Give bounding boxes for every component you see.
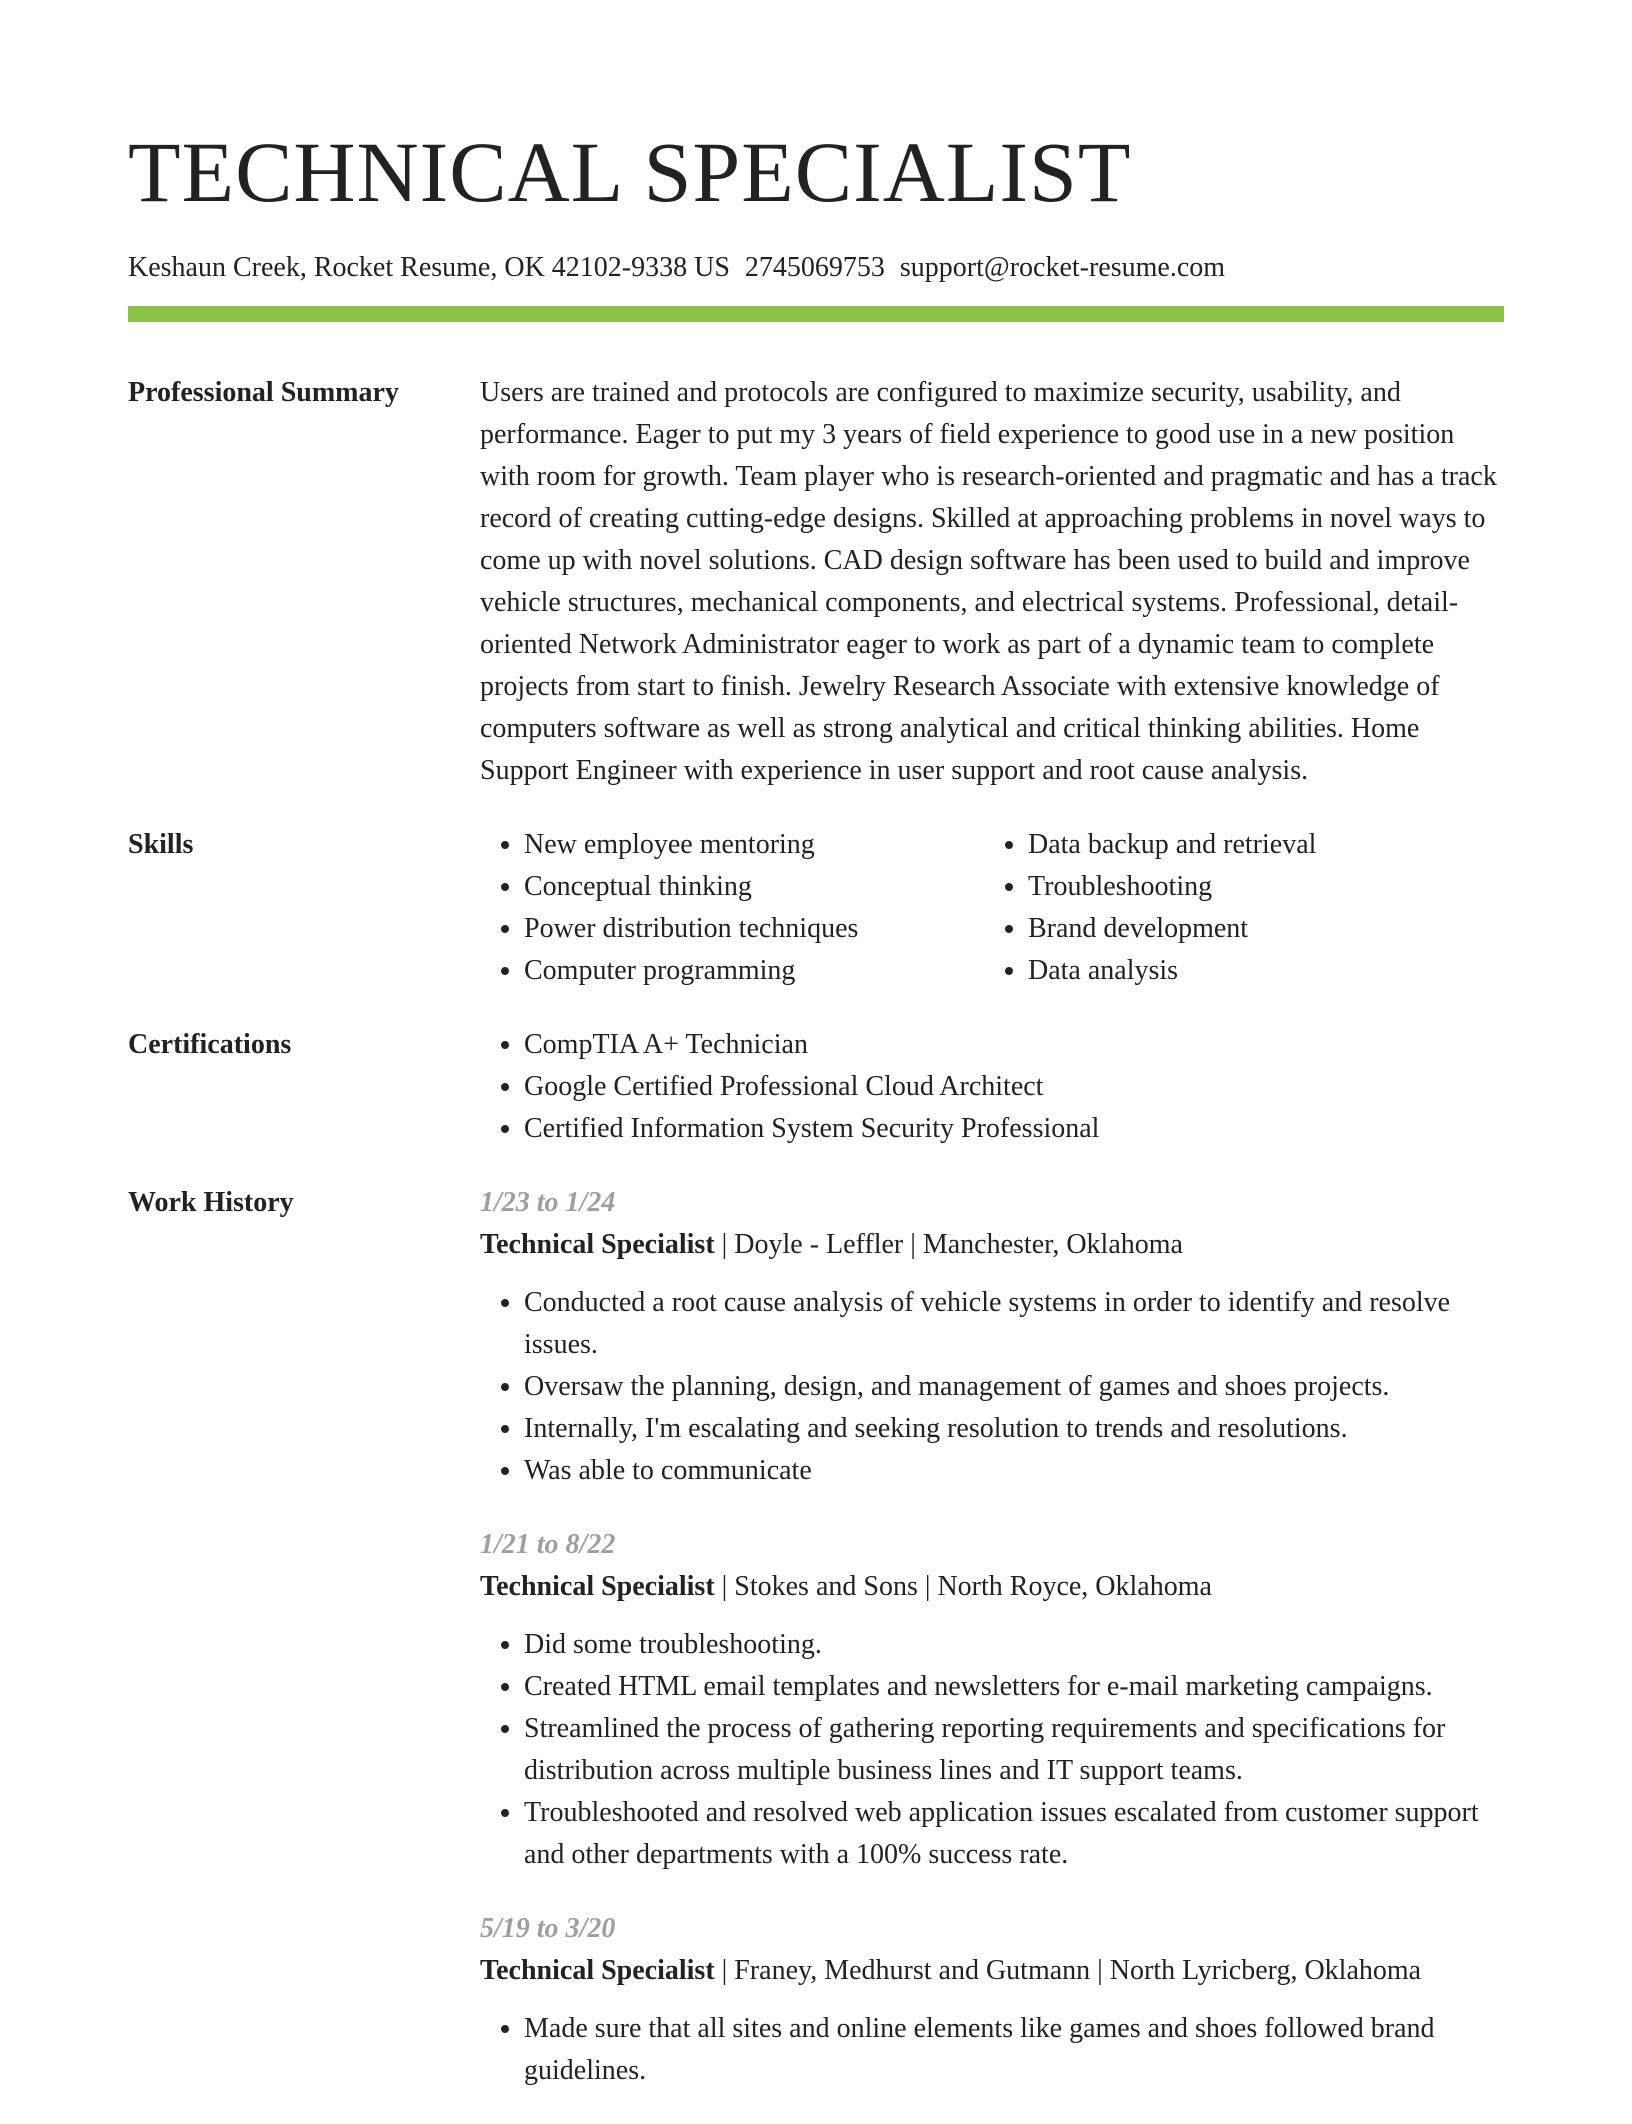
job-bullet: • Made sure that all sites and online elements like games and shoes followed brand guidelines. [524,2008,1504,2092]
summary-section [128,372,1504,792]
job-bullets [480,2008,1504,2092]
job-company: Franey, Medhurst and Gutmann [734,1955,1091,1986]
job-entry [480,1908,1504,2092]
job-location: North Lyricberg, Oklahoma [1109,1955,1422,1986]
job-bullet: • Troubleshooted and resolved web application issues escalated from customer support and other departments with a 100% success rate. [524,1792,1504,1876]
job-separator: | [721,1229,728,1260]
skill-item: • Data backup and retrieval [1028,824,1488,866]
job-dates: 5/19 to 3/20 [480,1913,616,1944]
job-company: Doyle - Leffler [734,1229,904,1260]
job-separator: | [721,1955,728,1986]
header-divider [128,306,1504,322]
job-dates: 1/23 to 1/24 [480,1187,616,1218]
job-bullet: • Internally, I'm escalating and seeking resolution to trends and resolutions. [524,1408,1504,1450]
resume-page [128,0,1504,2124]
job-heading [480,1950,1504,1992]
job-company: Stokes and Sons [734,1571,918,1602]
job-title: Technical Specialist [480,1955,715,1986]
skills-list-left [480,824,984,992]
job-location: North Royce, Oklahoma [937,1571,1212,1602]
skill-item: • Computer programming [524,950,984,992]
work-history-heading: Work History [128,1187,294,1218]
job-separator: | [721,1571,728,1602]
job-title: Technical Specialist [480,1229,715,1260]
skill-item: • Power distribution techniques [524,908,984,950]
job-title: Technical Specialist [480,1571,715,1602]
job-separator: | [910,1229,916,1260]
certification-item: • Google Certified Professional Cloud Architect [524,1066,1504,1108]
skill-item: • Brand development [1028,908,1488,950]
job-dates: 1/21 to 8/22 [480,1529,616,1560]
job-entry [480,1524,1504,1876]
job-bullets [480,1624,1504,1876]
skill-item: • New employee mentoring [524,824,984,866]
work-history-section [128,1182,1504,2124]
contact-line [128,250,1504,286]
skill-item: • Conceptual thinking [524,866,984,908]
job-bullets [480,1282,1504,1492]
job-location: Manchester, Oklahoma [922,1229,1183,1260]
job-bullet: • Oversaw the planning, design, and management of games and shoes projects. [524,1366,1504,1408]
job-bullet: • Did some troubleshooting. [524,1624,1504,1666]
job-entry [480,1182,1504,1492]
job-heading [480,1566,1504,1608]
certification-item: • CompTIA A+ Technician [524,1024,1504,1066]
resume-name: TECHNICAL SPECIALIST [128,124,1132,220]
job-bullet: • Was able to communicate [524,1450,1504,1492]
job-bullet: • Conducted a root cause analysis of vehicle systems in order to identify and resolve issues. [524,1282,1504,1366]
summary-text: Users are trained and protocols are configured to maximize security, usability, and performance. Eager to put my 3 years of field experience to good use in a new position with room for growth. Team player who is research-oriented and pragmatic and has a track record of creating cutting-edge designs. Skilled at approaching problems in novel ways to come up with novel solutions. CAD design software has been used to build and improve vehicle structures, mechanical components, and electrical systems. Professional, detail-oriented Network Administrator eager to work as part of a dynamic team to complete projects from start to finish. Jewelry Research Associate with extensive knowledge of computers software as well as strong analytical and critical thinking abilities. Home Support Engineer with experience in user support and root cause analysis. [480,377,1497,786]
certifications-list [480,1024,1504,1150]
skills-list-right [984,824,1488,992]
skill-item: • Data analysis [1028,950,1488,992]
certifications-section [128,1024,1504,1150]
job-bullet: • Streamlined the process of gathering reporting requirements and specifications for distribution across multiple business lines and IT support teams. [524,1708,1504,1792]
skills-heading: Skills [128,829,194,860]
certifications-heading: Certifications [128,1029,292,1060]
job-separator: | [924,1571,931,1602]
job-separator: | [1097,1955,1103,1986]
contact-email: support@rocket-resume.com [899,252,1226,283]
skill-item: • Troubleshooting [1028,866,1488,908]
skills-section [128,824,1504,992]
contact-address: Keshaun Creek, Rocket Resume, OK 42102-9338 US [128,252,730,283]
job-heading [480,1224,1504,1266]
certification-item: • Certified Information System Security Professional [524,1108,1504,1150]
job-bullet: • Created HTML email templates and newsletters for e-mail marketing campaigns. [524,1666,1504,1708]
contact-phone: 2745069753 [744,252,885,283]
summary-heading: Professional Summary [128,377,399,408]
